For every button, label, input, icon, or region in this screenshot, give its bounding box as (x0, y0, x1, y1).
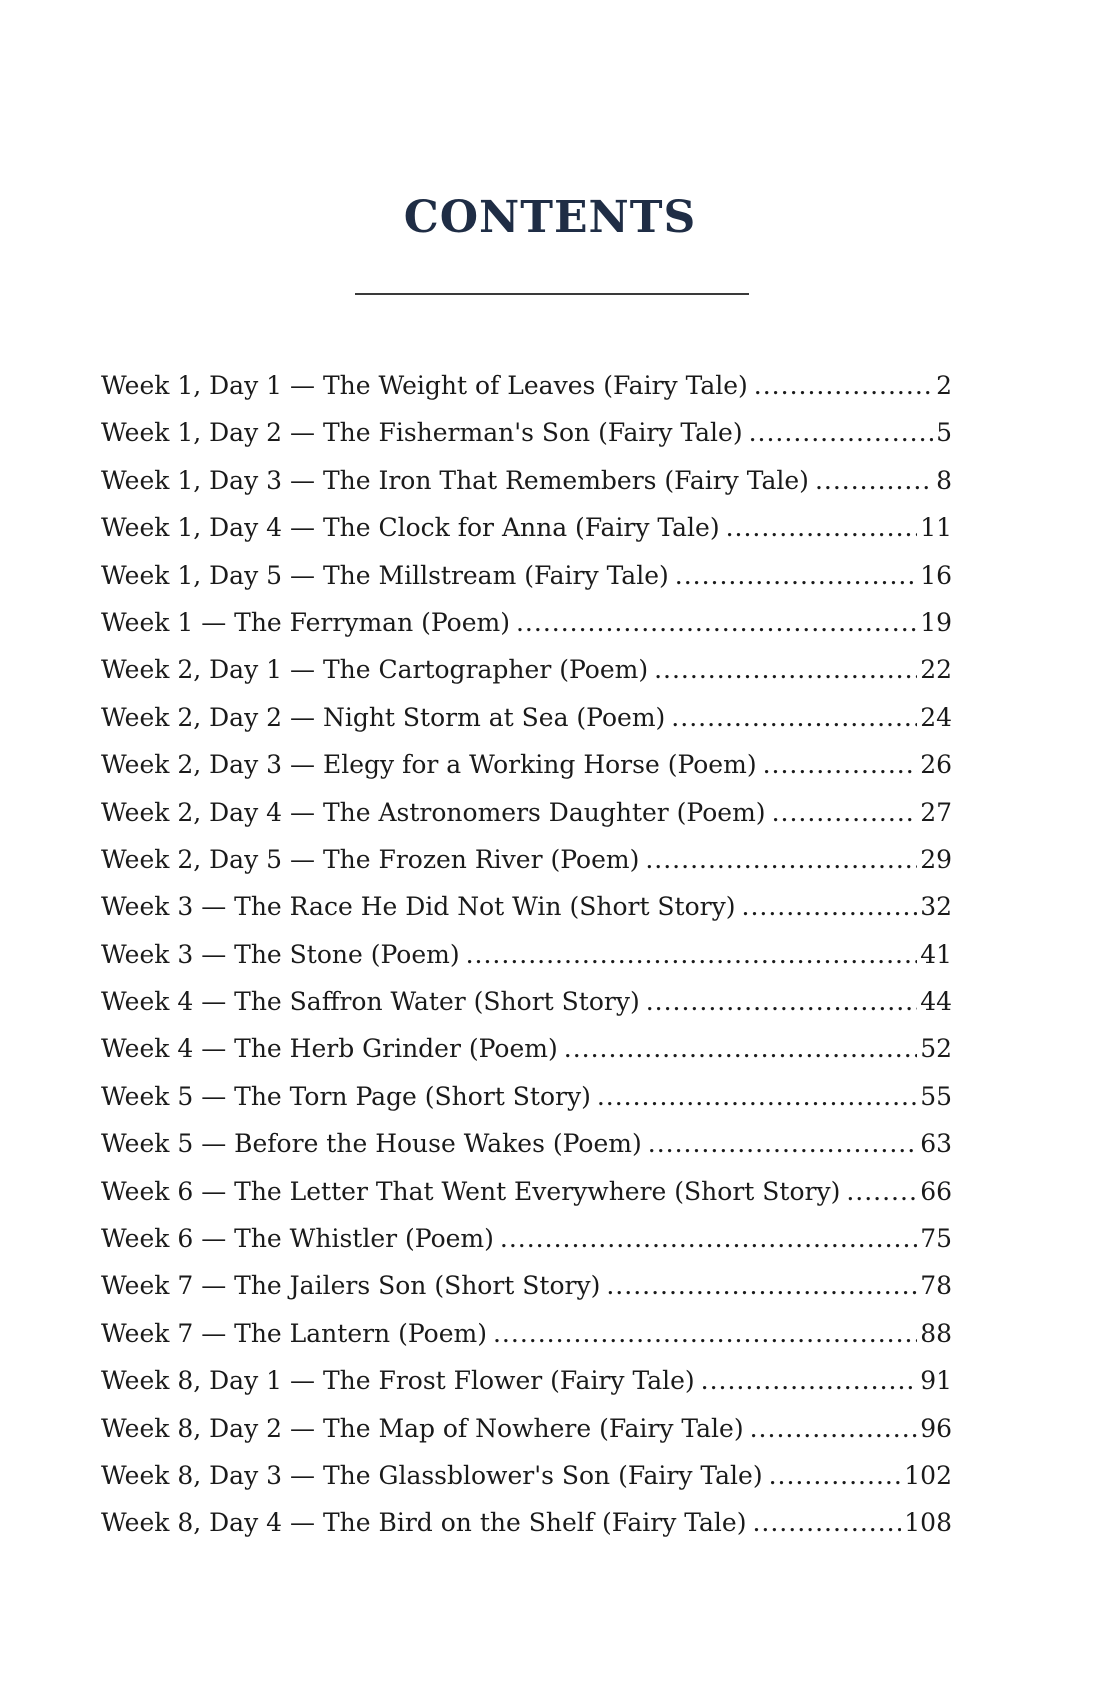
toc-entry[interactable] (101, 987, 952, 1034)
toc-entry[interactable] (101, 655, 952, 702)
dot-leader (749, 418, 934, 447)
dot-leader (493, 1319, 917, 1348)
toc-entry[interactable] (101, 1366, 952, 1413)
toc-entry-title: Week 4 — The Herb Grinder (Poem) (101, 1034, 558, 1064)
page-title: CONTENTS (403, 192, 697, 243)
dot-leader (772, 798, 918, 827)
toc-entry-title: Week 6 — The Whistler (Poem) (101, 1224, 494, 1254)
dot-leader (726, 513, 918, 542)
toc-page-number: 108 (904, 1508, 952, 1538)
toc-page-number: 88 (920, 1318, 952, 1348)
dot-leader (516, 608, 917, 637)
toc-page-number: 11 (920, 513, 952, 543)
toc-entry-title: Week 7 — The Lantern (Poem) (101, 1318, 487, 1348)
dot-leader (654, 655, 917, 684)
toc-entry-title: Week 3 — The Stone (Poem) (101, 939, 460, 969)
table-of-contents (101, 371, 952, 1556)
toc-entry-title: Week 3 — The Race He Did Not Win (Short Story) (101, 892, 736, 922)
toc-entry-title: Week 1, Day 2 — The Fisherman's Son (Fairy Tale) (101, 418, 743, 448)
toc-entry[interactable] (101, 940, 952, 987)
toc-entry-title: Week 8, Day 1 — The Frost Flower (Fairy Tale) (101, 1366, 695, 1396)
toc-entry-title: Week 5 — Before the House Wakes (Poem) (101, 1129, 642, 1159)
dot-leader (769, 1461, 902, 1490)
dot-leader (742, 892, 918, 921)
dot-leader (763, 750, 918, 779)
toc-entry-title: Week 1, Day 4 — The Clock for Anna (Fairy Tale) (101, 513, 720, 543)
toc-entry-title: Week 4 — The Saffron Water (Short Story) (101, 987, 640, 1017)
toc-entry-title: Week 7 — The Jailers Son (Short Story) (101, 1271, 601, 1301)
toc-entry[interactable] (101, 513, 952, 560)
dot-leader (648, 1129, 917, 1158)
toc-page-number: 27 (920, 797, 952, 827)
toc-entry[interactable] (101, 703, 952, 750)
toc-page-number: 26 (920, 750, 952, 780)
dot-leader (645, 845, 917, 874)
toc-page-number: 16 (920, 560, 952, 590)
toc-page-number: 55 (920, 1081, 952, 1111)
toc-page-number: 32 (920, 892, 952, 922)
toc-entry[interactable] (101, 1319, 952, 1366)
toc-entry[interactable] (101, 418, 952, 465)
toc-entry-title: Week 1 — The Ferryman (Poem) (101, 607, 510, 637)
toc-entry-title: Week 8, Day 2 — The Map of Nowhere (Fairy Tale) (101, 1413, 744, 1443)
toc-page-number: 66 (920, 1176, 952, 1206)
toc-page-number: 2 (936, 371, 952, 400)
toc-entry-title: Week 1, Day 3 — The Iron That Remembers (Fairy Tale) (101, 465, 809, 495)
dot-leader (466, 940, 918, 969)
dot-leader (564, 1034, 917, 1063)
toc-page-number: 22 (920, 655, 952, 685)
toc-entry[interactable] (101, 845, 952, 892)
dot-leader (750, 1414, 918, 1443)
toc-entry[interactable] (101, 608, 952, 655)
dot-leader (671, 703, 917, 732)
toc-page-number: 29 (920, 844, 952, 874)
dot-leader (815, 466, 933, 495)
toc-entry[interactable] (101, 892, 952, 939)
toc-entry-title: Week 8, Day 4 — The Bird on the Shelf (Fairy Tale) (101, 1508, 747, 1538)
toc-entry-title: Week 1, Day 5 — The Millstream (Fairy Tale) (101, 560, 669, 590)
toc-entry-title: Week 2, Day 3 — Elegy for a Working Horse (Poem) (101, 750, 757, 780)
toc-entry-title: Week 2, Day 4 — The Astronomers Daughter (Poem) (101, 797, 766, 827)
toc-page-number: 63 (920, 1129, 952, 1159)
dot-leader (597, 1082, 917, 1111)
dot-leader (646, 987, 917, 1016)
toc-entry[interactable] (101, 561, 952, 608)
toc-page-number: 44 (920, 987, 952, 1017)
dot-leader (606, 1271, 917, 1300)
toc-entry-title: Week 2, Day 5 — The Frozen River (Poem) (101, 844, 640, 874)
toc-page-number: 91 (920, 1366, 952, 1396)
toc-entry-title: Week 5 — The Torn Page (Short Story) (101, 1081, 591, 1111)
toc-entry-title: Week 2, Day 2 — Night Storm at Sea (Poem) (101, 702, 666, 732)
toc-page-number: 41 (920, 939, 952, 969)
toc-page-number: 75 (920, 1224, 952, 1254)
toc-entry[interactable] (101, 1177, 952, 1224)
toc-entry[interactable] (101, 1034, 952, 1081)
toc-page-number: 8 (936, 465, 952, 495)
toc-entry-title: Week 6 — The Letter That Went Everywhere (Short Story) (101, 1176, 841, 1206)
toc-page-number: 24 (920, 702, 952, 732)
title-divider (355, 293, 749, 295)
toc-entry-title: Week 2, Day 1 — The Cartographer (Poem) (101, 655, 649, 685)
toc-entry[interactable] (101, 1271, 952, 1318)
toc-page-number: 19 (920, 607, 952, 637)
toc-entry-title: Week 8, Day 3 — The Glassblower's Son (Fairy Tale) (101, 1460, 763, 1490)
toc-page-number: 5 (936, 418, 952, 448)
toc-entry[interactable] (101, 798, 952, 845)
toc-entry[interactable] (101, 1129, 952, 1176)
dot-leader (754, 371, 933, 400)
dot-leader (701, 1366, 918, 1395)
dot-leader (500, 1224, 917, 1253)
toc-page-number: 96 (920, 1413, 952, 1443)
toc-entry[interactable] (101, 1508, 952, 1555)
dot-leader (752, 1508, 901, 1537)
dot-leader (846, 1177, 917, 1206)
toc-entry-title: Week 1, Day 1 — The Weight of Leaves (Fairy Tale) (101, 371, 748, 400)
toc-entry[interactable] (101, 1414, 952, 1461)
toc-entry[interactable] (101, 750, 952, 797)
toc-page-number: 78 (920, 1271, 952, 1301)
toc-entry[interactable] (101, 1224, 952, 1271)
toc-entry[interactable] (101, 371, 952, 418)
toc-entry[interactable] (101, 1461, 952, 1508)
toc-page-number: 52 (920, 1034, 952, 1064)
toc-entry[interactable] (101, 1082, 952, 1129)
dot-leader (675, 561, 917, 590)
toc-page-number: 102 (904, 1460, 952, 1490)
toc-entry[interactable] (101, 466, 952, 513)
